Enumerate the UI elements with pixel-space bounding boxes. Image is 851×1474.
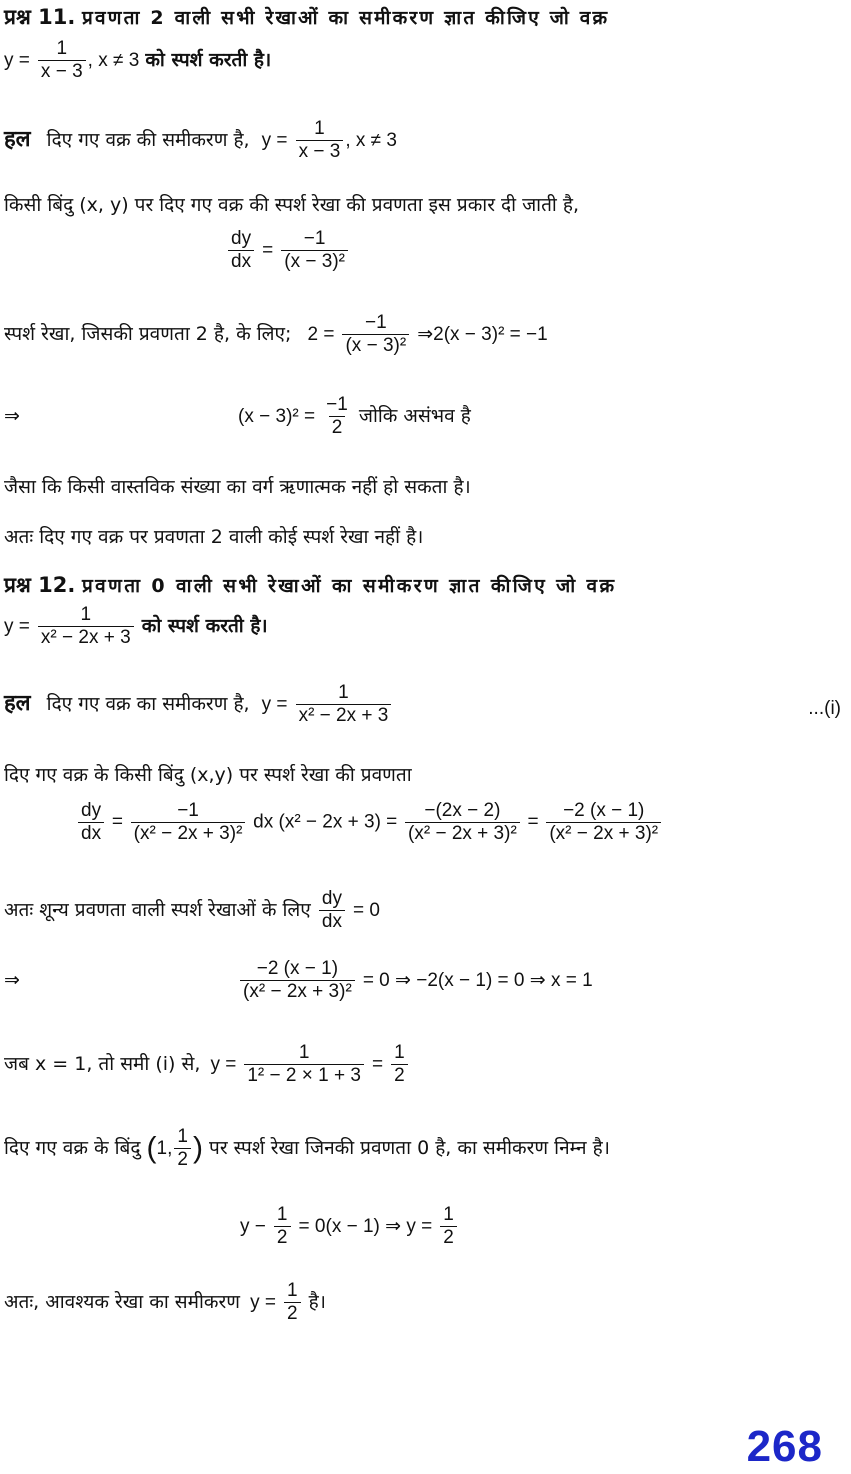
solution-12-line-5: ⇒ $\frac{-2 (x - 1)}{\text{(x² − 2x + 3)²}}$ = 0 ⇒ −2(x − 1) = 0 ⇒ x = 1	[4, 958, 593, 1002]
solution-12-line-6: जब x = 1, तो समी (i) से, y = $\frac{1}{\text{1² − 2 × 1 + 3}}$ = $\frac{1}{2}$	[4, 1042, 410, 1087]
derivative-expansion: $\frac{dy}{dx}$ = $\frac{-1}{\text{(x² − 2x + 3)²}}$ dx (x² − 2x + 3) = $\frac{-(2x - 2)}{\text{(x² − 2x + 3)²}}$ = $\frac{-2 (x - 1)}{\text{(x² − 2x + 3)²}}$	[76, 800, 663, 845]
solution-11-line-2: किसी बिंदु (x, y) पर दिए गए वक्र की स्पर्श रेखा की प्रवणता इस प्रकार दी जाती है,	[4, 194, 580, 216]
page-number: 268	[746, 1422, 823, 1471]
derivative-equation: $\frac{dy}{dx}$ = $\frac{-1}{\text{(x − 3)²}}$	[226, 228, 350, 273]
solution-label: हल	[4, 691, 31, 716]
tangent-equation: y − $\frac{1}{2}$ = 0(x − 1) ⇒ y = $\frac{1}{2}$	[240, 1204, 459, 1249]
fraction: $\frac{1}{x - 3}$	[38, 38, 86, 83]
question-12-line-1	[4, 572, 617, 599]
question-11-label: प्रश्न 11.	[4, 5, 76, 29]
fraction: $\frac{1}{x - 3}$	[296, 118, 344, 163]
question-11-equation: y = $\frac{1}{x - 3}$ , x ≠ 3 को स्पर्श करती है।	[4, 38, 272, 82]
solution-12-conclusion: अतः, आवश्यक रेखा का समीकरण y = $\frac{1}{2}$ है।	[4, 1280, 326, 1324]
solution-12-line-7: दिए गए वक्र के बिंदु (1, $\frac{1}{2}$ ) पर स्पर्श रेखा जिनकी प्रवणता 0 है, का समीकरण निम्न है।	[4, 1126, 610, 1170]
question-12-label: प्रश्न 12.	[4, 573, 76, 597]
solution-11-conclusion: अतः दिए गए वक्र पर प्रवणता 2 वाली कोई स्पर्श रेखा नहीं है।	[4, 526, 424, 548]
solution-12-line-1: हल दिए गए वक्र का समीकरण है, y = $\frac{1}{\text{x² − 2x + 3}}$ ...(i)	[4, 682, 841, 726]
solution-12-line-4: अतः शून्य प्रवणता वाली स्पर्श रेखाओं के लिए $\frac{dy}{dx}$ = 0	[4, 888, 380, 932]
equation-tag: ...(i)	[808, 698, 841, 719]
solution-12-line-2: दिए गए वक्र के किसी बिंदु (x,y) पर स्पर्श रेखा की प्रवणता	[4, 764, 412, 786]
question-12-equation: y = $\frac{1}{\text{x² − 2x + 3}}$ को स्पर्श करती है।	[4, 604, 268, 648]
question-11-text: प्रवणता 2 वाली सभी रेखाओं का समीकरण ज्ञात कीजिए जो वक्र	[81, 7, 610, 29]
question-11-line-1	[4, 4, 609, 31]
solution-11-line-5: ⇒ (x − 3)² = $\frac{-1}{2}$ जोकि असंभव है	[4, 394, 471, 438]
question-12-text: प्रवणता 0 वाली सभी रेखाओं का समीकरण ज्ञात कीजिए जो वक्र	[81, 575, 617, 597]
solution-11-line-1: हल दिए गए वक्र की समीकरण है, y = $\frac{1}{x - 3}$ , x ≠ 3	[4, 118, 397, 162]
solution-11-line-4: स्पर्श रेखा, जिसकी प्रवणता 2 है, के लिए; 2 = $\frac{-1}{\text{(x − 3)²}}$ ⇒2(x − 3)² = −1	[4, 312, 548, 356]
solution-label: हल	[4, 127, 31, 152]
solution-11-line-6: जैसा कि किसी वास्तविक संख्या का वर्ग ऋणात्मक नहीं हो सकता है।	[4, 476, 471, 498]
